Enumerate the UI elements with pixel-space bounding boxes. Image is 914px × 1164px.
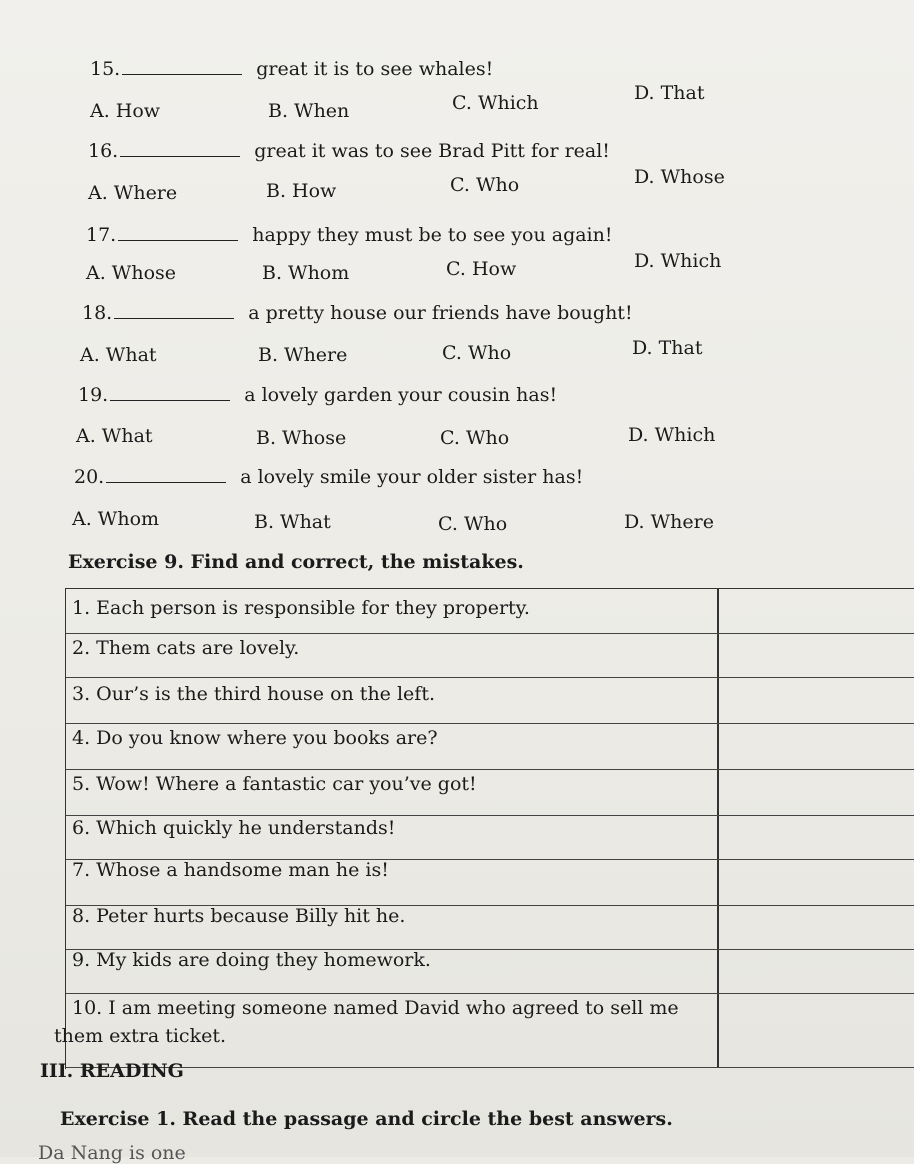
question-19: [78, 384, 557, 406]
mistakes-table: [54, 588, 914, 1069]
table-row: [66, 589, 914, 634]
table-row: [66, 815, 914, 860]
table-row: [66, 723, 914, 770]
option-d: D. That: [634, 82, 705, 104]
option-a: A. What: [80, 344, 157, 366]
option-d: D. Which: [628, 424, 716, 446]
table-row: [66, 769, 914, 816]
row-text: 2. Them cats are lovely.: [72, 637, 300, 659]
table-row: [66, 633, 914, 678]
option-d: D. That: [632, 337, 703, 359]
answer-blank: [120, 155, 240, 157]
question-number: 19.: [78, 384, 109, 406]
row-text-continued: them extra ticket.: [54, 1025, 227, 1047]
question-stem: a lovely smile your older sister has!: [240, 466, 584, 488]
option-d: D. Whose: [634, 166, 725, 188]
question-18: [82, 302, 633, 324]
option-a: A. Where: [88, 182, 178, 204]
answer-blank: [106, 481, 226, 483]
question-number: 17.: [86, 224, 117, 246]
exercise-1-title: Exercise 1. Read the passage and circle the best answers.: [60, 1108, 673, 1130]
answer-blank: [122, 73, 242, 75]
exercise-9-title: Exercise 9. Find and correct, the mistakes.: [68, 551, 524, 573]
option-c: C. Who: [442, 342, 512, 364]
table-row: [54, 993, 914, 1068]
row-text: 5. Wow! Where a fantastic car you’ve got!: [72, 773, 477, 795]
row-text: 10. I am meeting someone named David who agreed to sell me: [72, 997, 679, 1019]
option-b: B. When: [268, 100, 350, 122]
answer-blank: [110, 399, 230, 401]
option-c: C. Who: [450, 174, 520, 196]
option-c: C. Who: [440, 427, 510, 449]
option-a: A. What: [76, 425, 153, 447]
table-row: [66, 949, 914, 994]
row-text: 3. Our’s is the third house on the left.: [72, 683, 435, 705]
question-number: 16.: [88, 140, 119, 162]
option-a: A. How: [90, 100, 161, 122]
option-c: C. Who: [438, 513, 508, 535]
table-row: [66, 677, 914, 724]
option-b: B. Whom: [262, 262, 350, 284]
question-16: [88, 140, 610, 162]
question-stem: happy they must be to see you again!: [252, 224, 613, 246]
row-text: 1. Each person is responsible for they property.: [72, 597, 530, 619]
row-text: 4. Do you know where you books are?: [72, 727, 438, 749]
cut-off-text: Da Nang is one: [38, 1142, 186, 1164]
option-b: B. Where: [258, 344, 348, 366]
table-row: [66, 905, 914, 950]
question-20: [74, 466, 583, 488]
option-b: B. What: [254, 511, 331, 533]
question-stem: great it was to see Brad Pitt for real!: [254, 140, 610, 162]
answer-blank: [114, 317, 234, 319]
option-a: A. Whom: [72, 508, 160, 530]
question-stem: a lovely garden your cousin has!: [244, 384, 558, 406]
row-text: 6. Which quickly he understands!: [72, 817, 396, 839]
question-17: [86, 224, 613, 246]
option-d: D. Which: [634, 250, 722, 272]
option-d: D. Where: [624, 511, 714, 533]
table-row: [66, 859, 914, 906]
section-heading: III. READING: [40, 1060, 184, 1082]
row-text: 8. Peter hurts because Billy hit he.: [72, 905, 406, 927]
option-a: A. Whose: [86, 262, 176, 284]
option-b: B. How: [266, 180, 337, 202]
option-b: B. Whose: [256, 427, 347, 449]
question-stem: great it is to see whales!: [256, 58, 494, 80]
option-c: C. Which: [452, 92, 539, 114]
row-text: 7. Whose a handsome man he is!: [72, 859, 389, 881]
question-15: [90, 58, 493, 80]
option-c: C. How: [446, 258, 517, 280]
question-number: 20.: [74, 466, 105, 488]
row-text: 9. My kids are doing they homework.: [72, 949, 431, 971]
question-number: 15.: [90, 58, 121, 80]
question-number: 18.: [82, 302, 113, 324]
question-stem: a pretty house our friends have bought!: [248, 302, 633, 324]
answer-blank: [118, 239, 238, 241]
